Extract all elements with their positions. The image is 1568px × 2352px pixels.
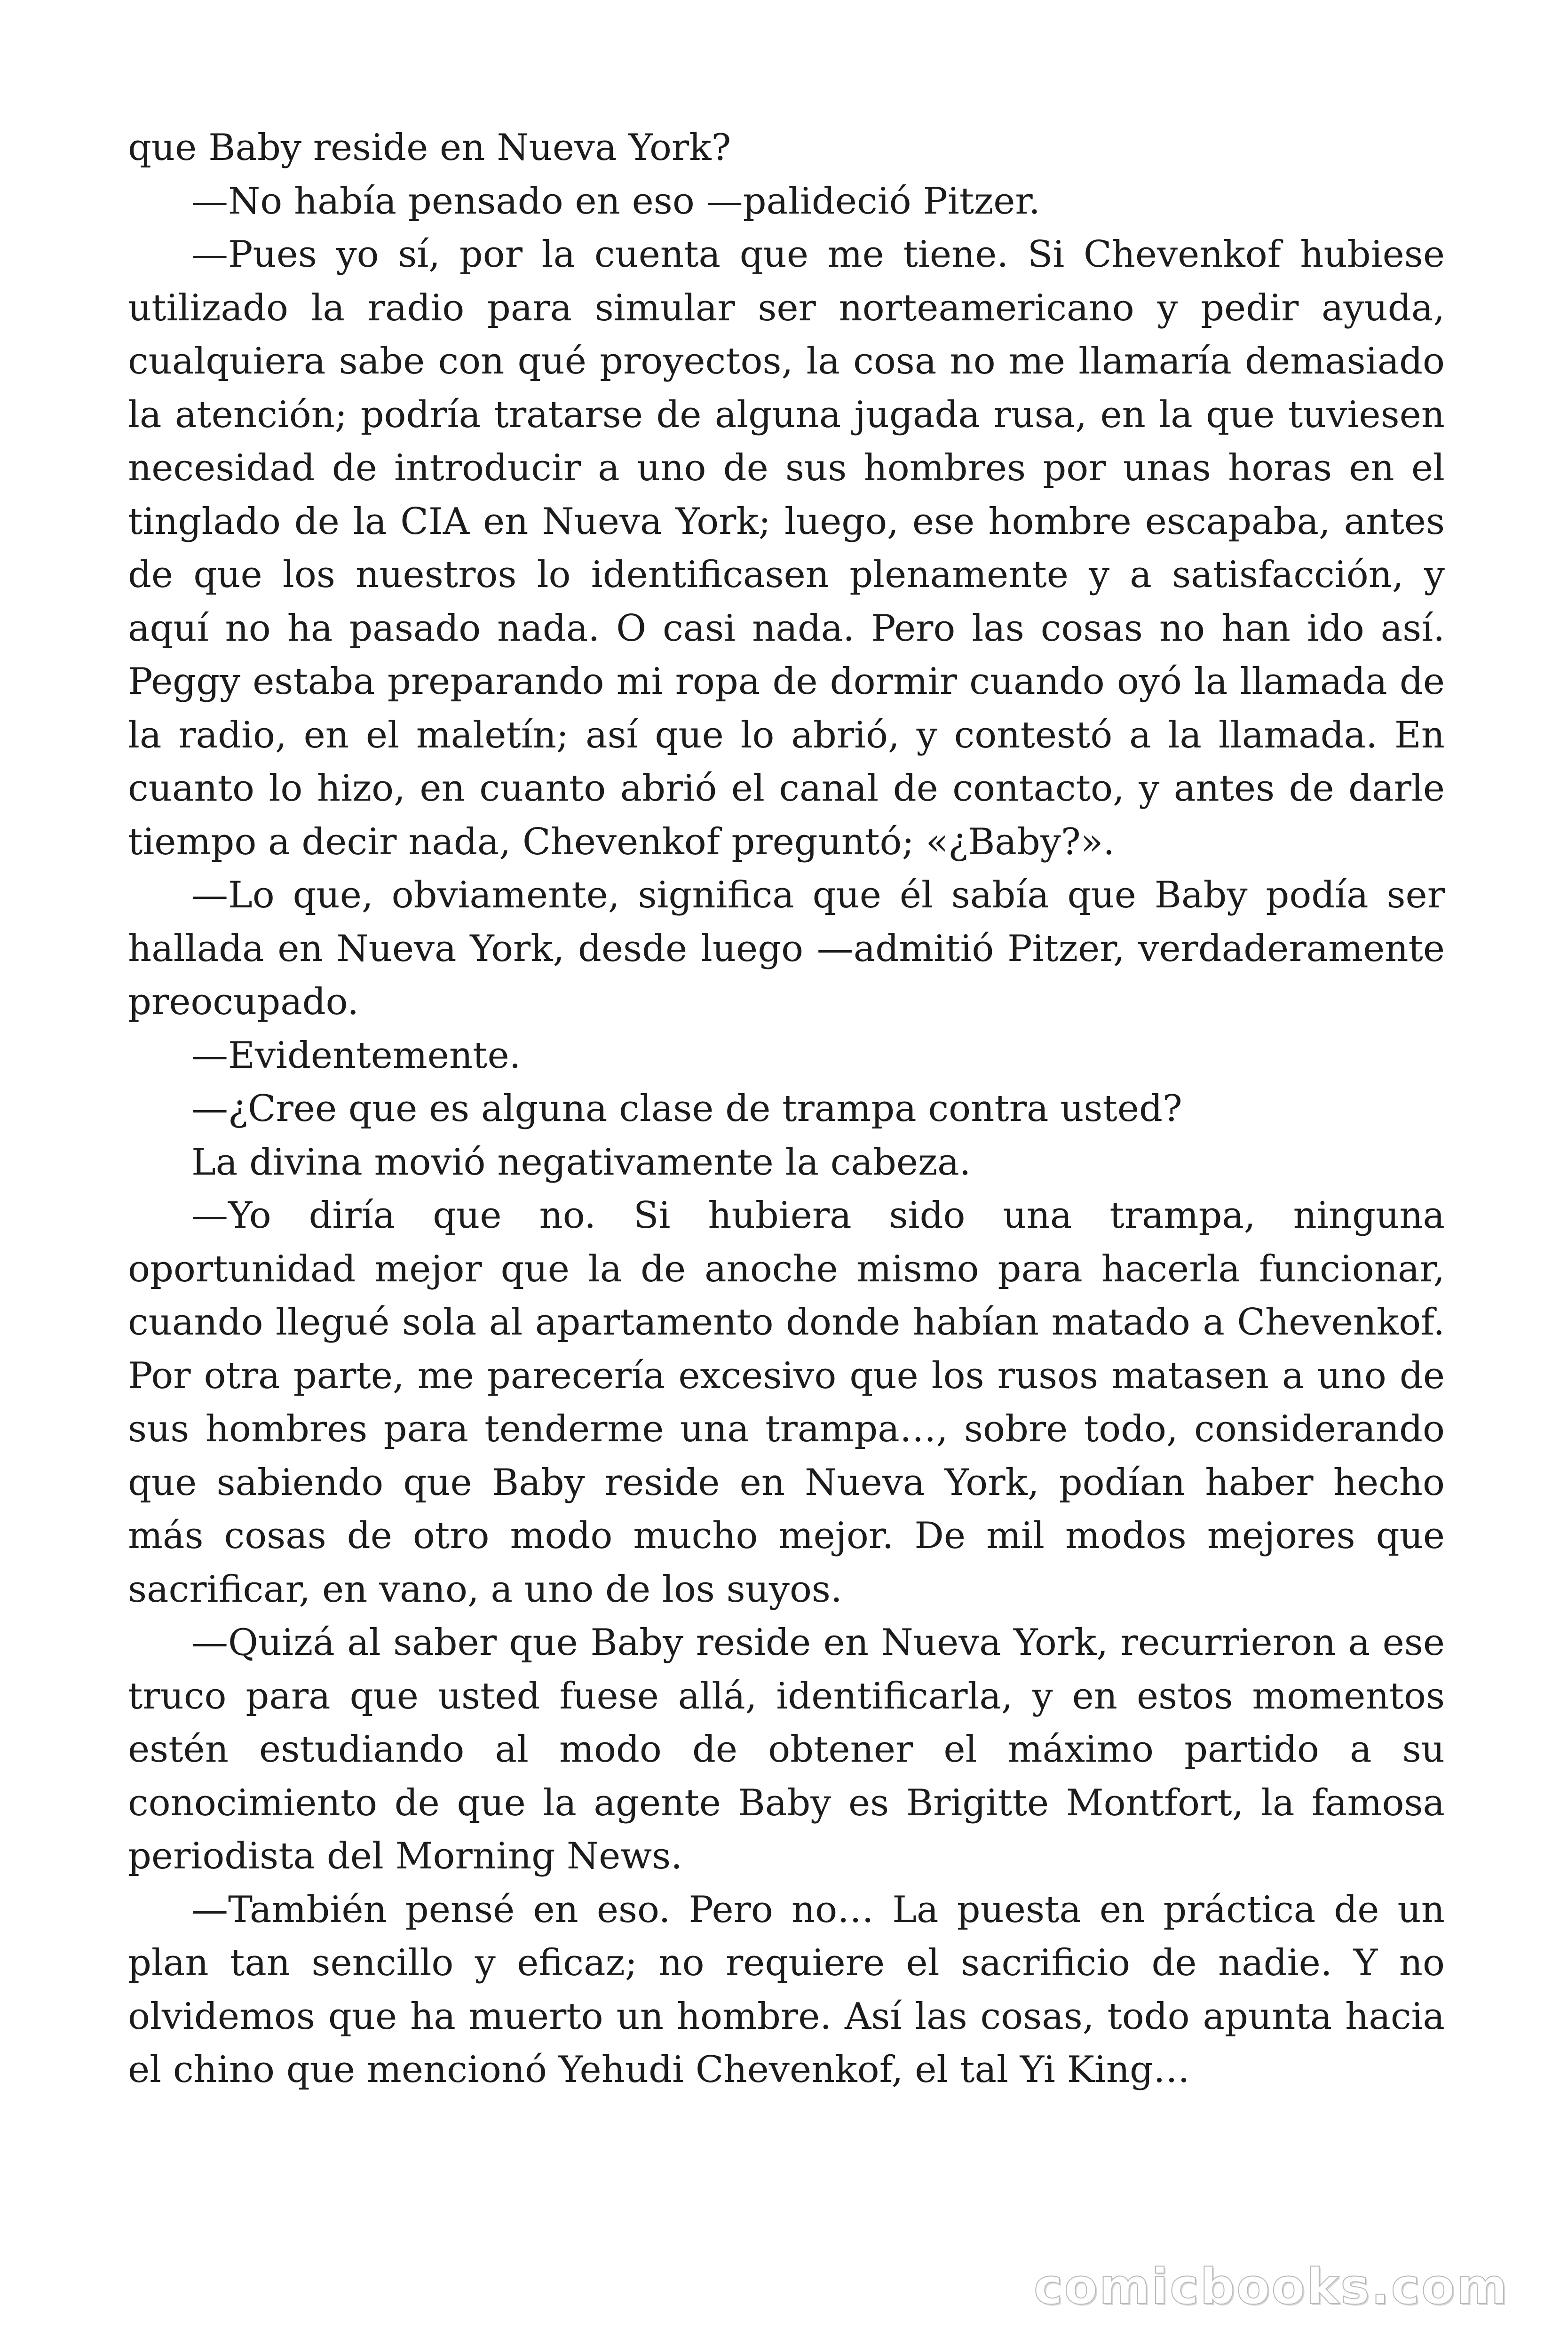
- watermark: comicbooks.com: [1033, 2258, 1509, 2315]
- paragraph: que Baby reside en Nueva York?: [128, 127, 731, 169]
- paragraph: —¿Cree que es alguna clase de trampa contra usted?: [191, 1088, 1182, 1130]
- page-text: [128, 121, 1445, 2097]
- paragraph: —Pues yo sí, por la cuenta que me tiene. Si Chevenkof hubiese utilizado la radio para simular ser norteamericano y pedir ayuda, cualquiera sabe con qué proyectos, la cosa no me llamaría demasiado la atención; podría tratarse de alguna jugada rusa, en la que tuviesen necesidad de introducir a uno de sus hombres por unas horas en el tinglado de la CIA en Nueva York; luego, ese hombre escapaba, antes de que los nuestros lo identificasen plenamente y a satisfacción, y aquí no ha pasado nada. O casi nada. Pero las cosas no han ido así. Peggy estaba preparando mi ropa de dormir cuando oyó la llamada de la radio, en el maletín; así que lo abrió, y contestó a la llamada. En cuanto lo hizo, en cuanto abrió el canal de contacto, y antes de darle tiempo a decir nada, Chevenkof preguntó; «¿Baby?».: [128, 233, 1445, 863]
- paragraph: —Lo que, obviamente, significa que él sabía que Baby podía ser hallada en Nueva York, desde luego —admitió Pitzer, verdaderamente preocupado.: [128, 874, 1445, 1023]
- paragraph: —No había pensado en eso —palideció Pitzer.: [191, 180, 1040, 222]
- paragraph: —También pensé en eso. Pero no… La puesta en práctica de un plan tan sencillo y eficaz; no requiere el sacrificio de nadie. Y no olvidemos que ha muerto un hombre. Así las cosas, todo apunta hacia el chino que mencionó Yehudi Chevenkof, el tal Yi King…: [128, 1888, 1445, 2091]
- paragraph: La divina movió negativamente la cabeza.: [191, 1141, 971, 1184]
- paragraph: —Yo diría que no. Si hubiera sido una trampa, ninguna oportunidad mejor que la de anoche mismo para hacerla funcionar, cuando llegué sola al apartamento donde habían matado a Chevenkof. Por otra parte, me parecería excesivo que los rusos matasen a uno de sus hombres para tenderme una trampa…, sobre todo, considerando que sabiendo que Baby reside en Nueva York, podían haber hecho más cosas de otro modo mucho mejor. De mil modos mejores que sacrificar, en vano, a uno de los suyos.: [128, 1194, 1445, 1611]
- paragraph: —Quizá al saber que Baby reside en Nueva York, recurrieron a ese truco para que usted fuese allá, identificarla, y en estos momentos estén estudiando al modo de obtener el máximo partido a su conocimiento de que la agente Baby es Brigitte Montfort, la famosa periodista del Morning News.: [128, 1621, 1445, 1877]
- paragraph: —Evidentemente.: [191, 1034, 521, 1077]
